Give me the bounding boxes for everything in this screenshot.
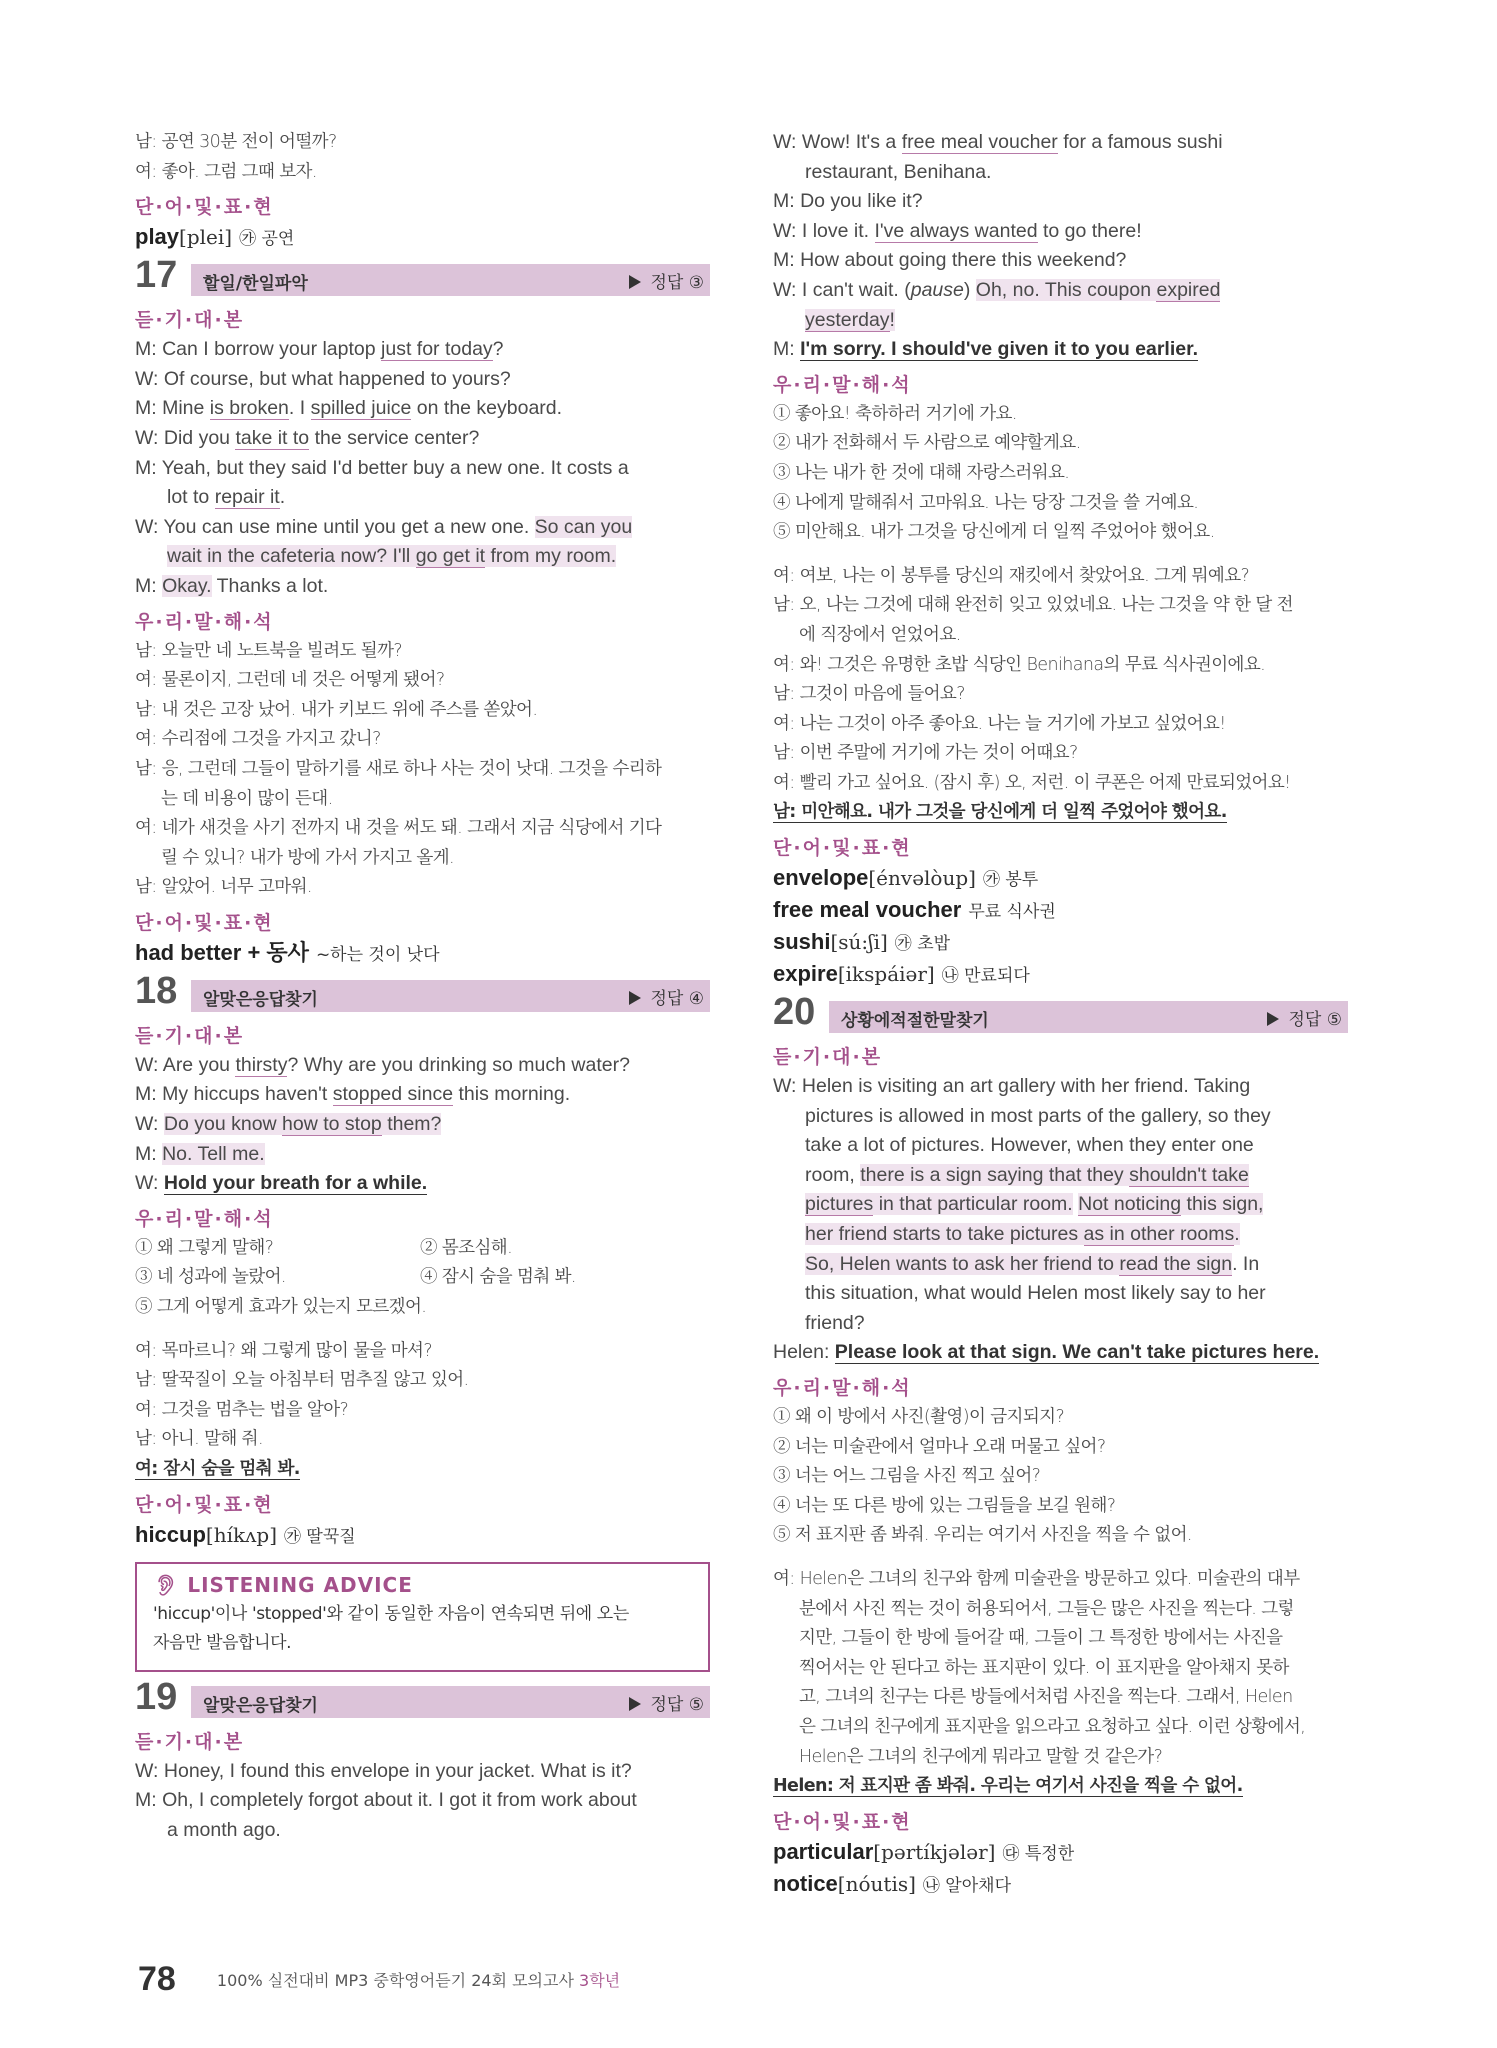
translation-line: 여: 빨리 가고 싶어요. (잠시 후) 오, 저런. 이 쿠폰은 어제 만료되었어요!: [773, 772, 1291, 793]
translation-line: 여: 와! 그것은 유명한 초밥 식당인 Benihana의 무료 식사권이에요.: [773, 654, 1266, 675]
script-label: 듣·기·대·본: [135, 1024, 245, 1047]
translation-line: 여: 나는 그것이 아주 좋아요. 나는 늘 거기에 가보고 싶었어요!: [773, 713, 1226, 734]
script-line: M: Okay. Thanks a lot.: [135, 574, 329, 597]
vocab-entry: sushi[sú:ʃi] ㉮ 초밥: [773, 929, 951, 955]
vocab-entry: had better + 동사 ~하는 것이 낫다: [135, 939, 440, 965]
translation-line: 에 직장에서 얻었어요.: [799, 624, 961, 645]
answer-label: 정답 ⑤: [629, 1690, 705, 1715]
advice-body-line: 'hiccup'이나 'stopped'와 같이 동일한 자음이 연속되면 뒤에 오는: [153, 1603, 629, 1624]
translation-line: Helen: 저 표지판 좀 봐줘. 우리는 여기서 사진을 찍을 수 없어.: [773, 1776, 1243, 1797]
script-line: W: Are you thirsty? Why are you drinking so much water?: [135, 1053, 630, 1076]
translation-line: 은 그녀의 친구에게 표지판을 읽으라고 요청하고 싶다. 이런 상황에서,: [799, 1716, 1306, 1737]
translation-line: Helen은 그녀의 친구에게 뭐라고 말할 것 같은가?: [799, 1746, 1163, 1767]
ear-icon: 👂︎: [153, 1572, 188, 1597]
script-line: M: I'm sorry. I should've given it to you earlier.: [773, 338, 1199, 361]
script-line: friend?: [805, 1311, 865, 1334]
script-line: W: I can't wait. (pause) Oh, no. This coupon expired: [773, 278, 1221, 301]
vocab-entry: play[plei] ㉮ 공연: [135, 224, 295, 250]
option-item: ② 내가 전화해서 두 사람으로 예약할게요.: [773, 433, 1081, 454]
question-number: 19: [135, 1675, 178, 1718]
script-line: her friend starts to take pictures as in other rooms.: [805, 1223, 1240, 1246]
translation-line: 분에서 사진 찍는 것이 허용되어서, 그들은 많은 사진을 찍는다. 그렇: [799, 1598, 1294, 1619]
question-type: 알맞은응답찾기: [203, 989, 318, 1010]
script-line: W: Hold your breath for a while.: [135, 1172, 428, 1195]
script-line: M: How about going there this weekend?: [773, 249, 1127, 272]
triangle-icon: [1267, 1012, 1279, 1026]
translation-line: 찍어서는 안 된다고 하는 표지판이 있다. 이 표지판을 알아채지 못하: [799, 1657, 1289, 1678]
advice-title: 👂︎ LISTENING ADVICE: [153, 1572, 413, 1597]
script-line: lot to repair it.: [167, 486, 286, 509]
translation-label: 우·리·말·해·석: [773, 373, 912, 396]
translation-line: 여: 수리점에 그것을 가지고 갔니?: [135, 729, 381, 750]
translation-line: 남: 응, 그런데 그들이 말하기를 새로 하나 사는 것이 낫대. 그것을 수리하: [135, 758, 662, 779]
translation-line: 지만, 그들이 한 방에 들어갈 때, 그들이 그 특정한 방에서는 사진을: [799, 1628, 1283, 1649]
translation-line: 남: 그것이 마음에 들어요?: [773, 684, 965, 705]
translation-line: 남: 오, 나는 그것에 대해 완전히 잊고 있었네요. 나는 그것을 약 한 달 전: [773, 595, 1293, 616]
answer-label: 정답 ③: [629, 268, 705, 293]
dialogue-line: 남: 공연 30분 전이 어떨까?: [135, 132, 337, 152]
option-item: ① 좋아요! 축하하러 거기에 가요.: [773, 403, 1017, 424]
question-header-20: [773, 991, 1348, 1035]
triangle-icon: [629, 1697, 641, 1711]
options-grid: [135, 1234, 710, 1293]
option-item: ③ 네 성과에 놀랐어.: [135, 1267, 286, 1288]
translation-line: 여: 목마르니? 왜 그렇게 많이 물을 마셔?: [135, 1340, 433, 1361]
script-line: room, there is a sign saying that they shouldn't take: [805, 1163, 1249, 1186]
option-item: ① 왜 이 방에서 사진(촬영)이 금지되지?: [773, 1407, 1065, 1427]
script-line: M: My hiccups haven't stopped since this morning.: [135, 1083, 571, 1106]
question-type: 알맞은응답찾기: [203, 1695, 318, 1716]
dialogue-line: 여: 좋아. 그럼 그때 보자.: [135, 161, 317, 182]
translation-line: 여: 네가 새것을 사기 전까지 내 것을 써도 돼. 그래서 지금 식당에서 기다: [135, 818, 662, 839]
script-line: this situation, what would Helen most likely say to her: [805, 1282, 1266, 1305]
question-header-17: [135, 254, 710, 298]
option-item: ⑤ 그게 어떻게 효과가 있는지 모르겠어.: [135, 1297, 427, 1318]
script-label: 듣·기·대·본: [773, 1046, 883, 1069]
script-line: wait in the cafeteria now? I'll go get it from my room.: [167, 545, 617, 568]
script-line: Helen: Please look at that sign. We can't take pictures here.: [773, 1341, 1320, 1364]
vocab-entry: particular[pərtíkjələr] ㉰ 특정한: [773, 1838, 1075, 1864]
script-line: yesterday!: [805, 308, 895, 331]
vocab-label: 단·어·및·표·현: [135, 196, 274, 219]
advice-body-line: 자음만 발음합니다.: [153, 1632, 292, 1653]
vocab-entry: envelope[énvəlòup] ㉮ 봉투: [773, 865, 1039, 891]
vocab-label: 단·어·및·표·현: [135, 1493, 274, 1516]
question-number: 18: [135, 969, 178, 1012]
vocab-entry: expire[ikspáiər] ㉯ 만료되다: [773, 961, 1030, 987]
translation-line: 남: 내 것은 고장 났어. 내가 키보드 위에 주스를 쏟았어.: [135, 699, 538, 720]
listening-advice-box: [135, 1562, 710, 1672]
script-line: W: I love it. I've always wanted to go there!: [773, 219, 1142, 242]
vocab-entry: notice[nóutis] ㉯ 알아채다: [773, 1870, 1011, 1896]
right-column: [773, 128, 1348, 1901]
question-number: 17: [135, 254, 178, 297]
script-line: M: Mine is broken. I spilled juice on the keyboard.: [135, 397, 563, 420]
option-item: ③ 나는 내가 한 것에 대해 자랑스러워요.: [773, 462, 1070, 483]
script-line: restaurant, Benihana.: [805, 160, 992, 183]
translation-line: 남: 아니. 말해 줘.: [135, 1429, 263, 1450]
translation-line: 남: 딸꾹질이 오늘 아침부터 멈추질 않고 있어.: [135, 1370, 469, 1391]
translation-line: 여: 여보, 나는 이 봉투를 당신의 재킷에서 찾았어요. 그게 뭐예요?: [773, 565, 1250, 586]
translation-line: 남: 이번 주말에 거기에 가는 것이 어때요?: [773, 743, 1078, 764]
translation-line: 고, 그녀의 친구는 다른 방들에서처럼 사진을 찍는다. 그래서, Helen: [799, 1687, 1293, 1708]
script-line: M: No. Tell me.: [135, 1142, 265, 1165]
translation-line: 남: 오늘만 네 노트북을 빌려도 될까?: [135, 640, 403, 661]
script-line: M: Do you like it?: [773, 190, 923, 213]
vocab-entry: hiccup[híkʌp] ㉮ 딸꾹질: [135, 1521, 356, 1547]
script-line: M: Can I borrow your laptop just for today?: [135, 338, 504, 361]
script-line: M: Oh, I completely forgot about it. I got it from work about: [135, 1789, 637, 1812]
script-line: take a lot of pictures. However, when they enter one: [805, 1134, 1254, 1157]
option-item: ③ 너는 어느 그림을 사진 찍고 싶어?: [773, 1466, 1041, 1487]
translation-line: 릴 수 있니? 내가 방에 가서 가지고 올게.: [161, 847, 454, 868]
vocab-entry: free meal voucher 무료 식사권: [773, 897, 1056, 923]
option-item: ④ 나에게 말해줘서 고마워요. 나는 당장 그것을 쓸 거예요.: [773, 492, 1199, 513]
script-line: a month ago.: [167, 1818, 281, 1841]
script-line: pictures in that particular room. Not noticing this sign,: [805, 1193, 1264, 1216]
left-column: [135, 128, 710, 1845]
page-footer: [138, 1960, 620, 1999]
script-line: W: Do you know how to stop them?: [135, 1113, 442, 1136]
translation-label: 우·리·말·해·석: [135, 1207, 274, 1230]
vocab-label: 단·어·및·표·현: [135, 911, 274, 934]
translation-label: 우·리·말·해·석: [773, 1377, 912, 1399]
question-header-19: [135, 1675, 710, 1720]
translation-line: 여: 잠시 숨을 멈춰 봐.: [135, 1459, 300, 1479]
translation-line: 여: 그것을 멈추는 법을 알아?: [135, 1399, 349, 1420]
script-line: W: Helen is visiting an art gallery with her friend. Taking: [773, 1075, 1251, 1098]
script-line: W: You can use mine until you get a new one. So can you: [135, 515, 633, 538]
translation-line: 남: 미안해요. 내가 그것을 당신에게 더 일찍 주었어야 했어요.: [773, 802, 1227, 823]
script-line: W: Honey, I found this envelope in your jacket. What is it?: [135, 1759, 632, 1782]
script-label: 듣·기·대·본: [135, 309, 245, 332]
translation-label: 우·리·말·해·석: [135, 610, 274, 633]
option-item: ⑤ 미안해요. 내가 그것을 당신에게 더 일찍 주었어야 했어요.: [773, 522, 1215, 543]
vocab-label: 단·어·및·표·현: [773, 837, 912, 860]
script-line: pictures is allowed in most parts of the gallery, so they: [805, 1104, 1271, 1127]
question-number: 20: [773, 991, 816, 1034]
script-label: 듣·기·대·본: [135, 1730, 245, 1753]
page-number: 78: [138, 1960, 176, 1998]
translation-line: 여: Helen은 그녀의 친구와 함께 미술관을 방문하고 있다. 미술관의 대부: [773, 1568, 1300, 1589]
vocab-label: 단·어·및·표·현: [773, 1810, 912, 1833]
question-type: 상황에적절한말찾기: [841, 1011, 989, 1032]
option-item: ④ 잠시 숨을 멈춰 봐.: [420, 1267, 576, 1288]
option-item: ① 왜 그렇게 말해?: [135, 1237, 274, 1258]
translation-line: 는 데 비용이 많이 든대.: [161, 788, 333, 809]
script-line: W: Wow! It's a free meal voucher for a famous sushi: [773, 131, 1223, 153]
script-line: W: Did you take it to the service center?: [135, 426, 480, 449]
answer-label: 정답 ④: [629, 984, 705, 1009]
translation-line: 여: 물론이지, 그런데 네 것은 어떻게 됐어?: [135, 670, 445, 691]
triangle-icon: [629, 275, 641, 289]
script-line: So, Helen wants to ask her friend to read the sign. In: [805, 1252, 1260, 1275]
script-line: W: Of course, but what happened to yours?: [135, 367, 511, 390]
script-line: M: Yeah, but they said I'd better buy a new one. It costs a: [135, 456, 629, 479]
option-item: ④ 너는 또 다른 방에 있는 그림들을 보길 원해?: [773, 1495, 1116, 1516]
option-item: ⑤ 저 표지판 좀 봐줘. 우리는 여기서 사진을 찍을 수 없어.: [773, 1525, 1192, 1546]
translation-line: 남: 알았어. 너무 고마워.: [135, 877, 312, 898]
option-item: ② 몸조심해.: [420, 1237, 513, 1258]
option-item: ② 너는 미술관에서 얼마나 오래 머물고 싶어?: [773, 1436, 1106, 1457]
triangle-icon: [629, 991, 641, 1005]
question-header-18: [135, 969, 710, 1014]
question-type: 할일/한일파악: [203, 274, 308, 295]
book-title: 100% 실전대비 MP3 중학영어듣기 24회 모의고사 3학년: [216, 1971, 621, 1990]
answer-label: 정답 ⑤: [1267, 1005, 1343, 1030]
